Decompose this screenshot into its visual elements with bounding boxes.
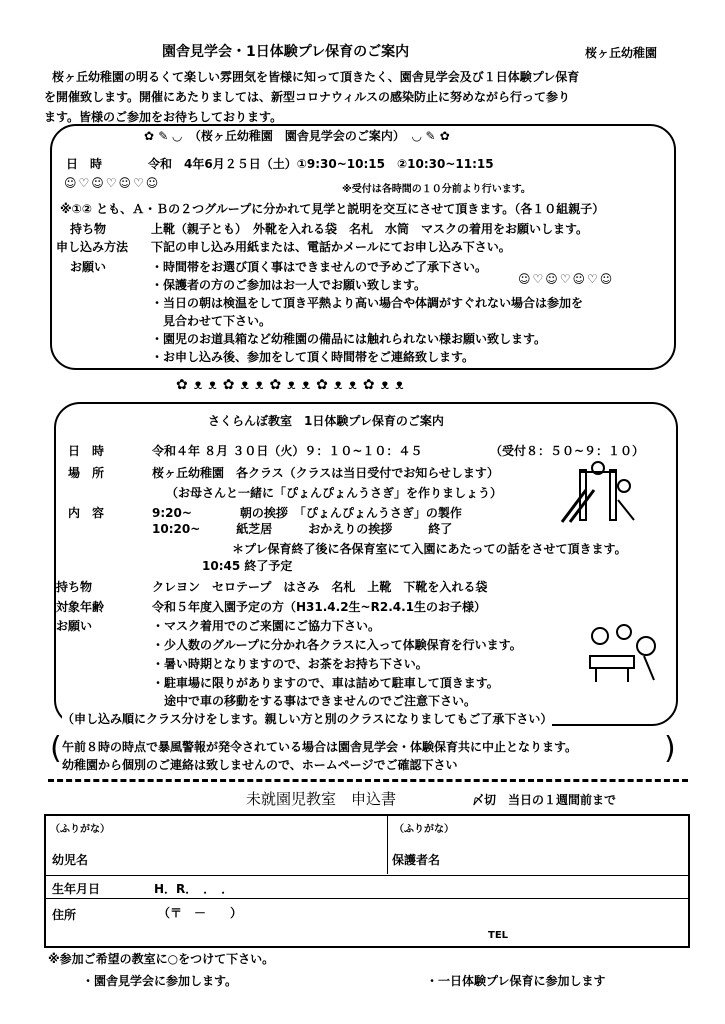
form-deadline: 〆切 当日の１週間前まで xyxy=(472,793,617,807)
form-divider xyxy=(387,816,388,874)
pre-content-note: ＊プレ保育終了後に各保育室にて入園にあたっての話をさせて頂きます。 xyxy=(232,542,627,556)
pre-items-value: クレヨン セロテープ はさみ 名札 上靴 下靴を入れる袋 xyxy=(152,580,488,594)
tour-request-1: ・時間帯をお選び頂く事はできませんので予めご了承下さい。 xyxy=(151,260,488,274)
tour-items-label: 持ち物 xyxy=(70,222,107,236)
pre-items-label: 持ち物 xyxy=(56,580,93,594)
form-row-line xyxy=(46,875,688,876)
option-tour[interactable]: ・園舎見学会に参加します。 xyxy=(82,974,238,988)
playground-illustration xyxy=(560,460,638,528)
hand-clap-icon: ◡ ✎ ✿ xyxy=(412,129,450,143)
tour-items-value: 上靴（親子とも） 外靴を入れる袋 名札 水筒 マスクの着用をお願いします。 xyxy=(151,222,589,236)
right-bracket-icon: ) xyxy=(664,731,676,766)
pre-content-label: 内 容 xyxy=(68,506,105,520)
intro-line-1: 桜ヶ丘幼稚園の明るくて楽しい雰囲気を皆様に知って頂きたく、園舎見学会及び１日体験プレ保育 xyxy=(52,70,580,84)
tour-date-label: 日 時 xyxy=(66,157,103,171)
pre-age-value: 令和５年度入園予定の方（H31.4.2生~R2.4.1生のお子様） xyxy=(152,600,487,614)
pre-place-label: 場 所 xyxy=(68,466,105,480)
cut-line xyxy=(48,779,688,782)
pre-closing: （申し込み順にクラス分けをします。親しい方と別のクラスになりましてもご了承下さい） xyxy=(62,712,553,726)
tour-request-6: ・お申し込み後、参加をして頂く時間帯をご連絡致します。 xyxy=(151,350,475,364)
application-form xyxy=(44,814,690,948)
pre-request-label: お願い xyxy=(56,619,93,633)
form-title: 未就園児教室 申込書 xyxy=(246,790,397,808)
intro-line-2: を開催致します。開催にあたりましては、新型コロナウィルスの感染防止に努めながら行って参り xyxy=(44,90,570,104)
tour-request-3: ・当日の朝は検温をして頂き平熱より高い場合や体調がすぐれない場合は参加を xyxy=(151,296,584,310)
warning-line-2: 幼稚園から個別のご連絡は致しませんので、ホームページでご確認下さい xyxy=(62,758,458,772)
warning-line-1: 午前８時の時点で暴風警報が発令されている場合は園舎見学会・体験保育共に中止となります。 xyxy=(62,740,578,754)
tour-request-2: ・保護者の方のご参加はお一人でお願い致します。 xyxy=(151,278,427,292)
address-label: 住所 xyxy=(52,908,77,922)
footer-note: ※参加ご希望の教室に○をつけて下さい。 xyxy=(48,952,275,966)
pre-place-sub: （お母さんと一緒に「ぴょんぴょんうさぎ」を作りましょう） xyxy=(166,486,503,500)
pre-age-label: 対象年齢 xyxy=(56,600,105,614)
flower-animal-row-icon: ✿ᴥᴥ✿ᴥᴥ✿ᴥᴥ✿ᴥᴥ✿ᴥᴥ xyxy=(176,377,410,393)
furigana-label: （ふりがな） xyxy=(50,824,110,835)
pre-reception: （受付８：５０~９：１０） xyxy=(490,444,645,458)
tour-reception-note: ※受付は各時間の１０分前より行います。 xyxy=(342,184,531,195)
tour-date-value: 令和 4年6月２５日（土）①9:30~10:15 ②10:30~11:15 xyxy=(148,157,494,171)
intro-line-3: ます。皆様のご参加をお待ちしております。 xyxy=(44,110,283,124)
option-pre-school[interactable]: ・一日体験プレ保育に参加します xyxy=(426,974,606,988)
tour-request-5: ・園児のお道具箱など幼稚園の備品には触れられない様お願い致します。 xyxy=(151,332,547,346)
parent-name-field[interactable]: 保護者名 xyxy=(392,853,441,867)
tour-heading: ✿ ✎ ◡ （桜ヶ丘幼稚園 園舎見学会のご案内） ◡ ✎ ✿ xyxy=(135,127,459,144)
tour-request-label: お願い xyxy=(70,260,107,274)
smiley-face-icon: ☺♡☺♡☺♡☺ xyxy=(64,176,161,190)
page-title: 園舎見学会・1日体験プレ保育のご案内 xyxy=(162,44,410,60)
tel-field[interactable]: TEL xyxy=(488,930,509,941)
smiley-face-icon: ☺♡☺♡☺♡☺ xyxy=(518,272,615,286)
tour-apply-value: 下記の申し込み用紙または、電話かメールにてお申し込み下さい。 xyxy=(151,240,511,254)
birthdate-field[interactable]: H．R． ． ． xyxy=(154,882,234,896)
pre-request-5: 途中で車の移動をする事はできませんのでご注意下さい。 xyxy=(152,694,477,708)
furigana-label: （ふりがな） xyxy=(394,824,454,835)
pre-content-1: 9:20~ 朝の挨拶 「ぴょんぴょんうさぎ」の製作 xyxy=(152,506,462,520)
pre-place-value: 桜ヶ丘幼稚園 各クラス（クラスは当日受付でお知らせします） xyxy=(152,466,499,480)
tour-groups-note: ※①② とも、Ａ・Ｂの２つグループに分かれて見学と説明を交互にさせて頂きます。（各１０組親子） xyxy=(60,202,605,216)
school-name: 桜ヶ丘幼稚園 xyxy=(585,46,658,60)
form-row-line xyxy=(46,898,688,899)
postal-code-field[interactable]: （〒 － ） xyxy=(158,906,243,920)
child-name-field[interactable]: 幼児名 xyxy=(52,853,89,867)
birthdate-label: 生年月日 xyxy=(52,882,101,896)
pre-heading: さくらんぼ教室 1日体験プレ保育のご案内 xyxy=(208,414,444,428)
tour-request-4: 見合わせて下さい。 xyxy=(151,314,272,328)
pre-content-end: 10:45 終了予定 xyxy=(202,559,293,573)
left-bracket-icon: ( xyxy=(50,731,62,766)
pre-date-label: 日 時 xyxy=(68,444,105,458)
pre-request-2: ・少人数のグループに分かれ各クラスに入って体験保育を行います。 xyxy=(152,638,522,652)
hand-clap-icon: ✿ ✎ ◡ xyxy=(144,129,182,143)
children-illustration xyxy=(586,622,662,684)
pre-date-value: 令和４年 ８月 ３０日（火）９：１０~１０：４５ xyxy=(152,444,423,458)
pre-request-3: ・暑い時期となりますので、お茶をお持ち下さい。 xyxy=(152,657,428,671)
tour-apply-label: 申し込み方法 xyxy=(56,240,129,254)
pre-content-2: 10:20~ 紙芝居 おかえりの挨拶 終了 xyxy=(152,522,453,536)
pre-request-1: ・マスク着用でのご来園にご協力下さい。 xyxy=(152,619,381,633)
pre-request-4: ・駐車場に限りがありますので、車は詰めて駐車して頂きます。 xyxy=(152,676,499,690)
